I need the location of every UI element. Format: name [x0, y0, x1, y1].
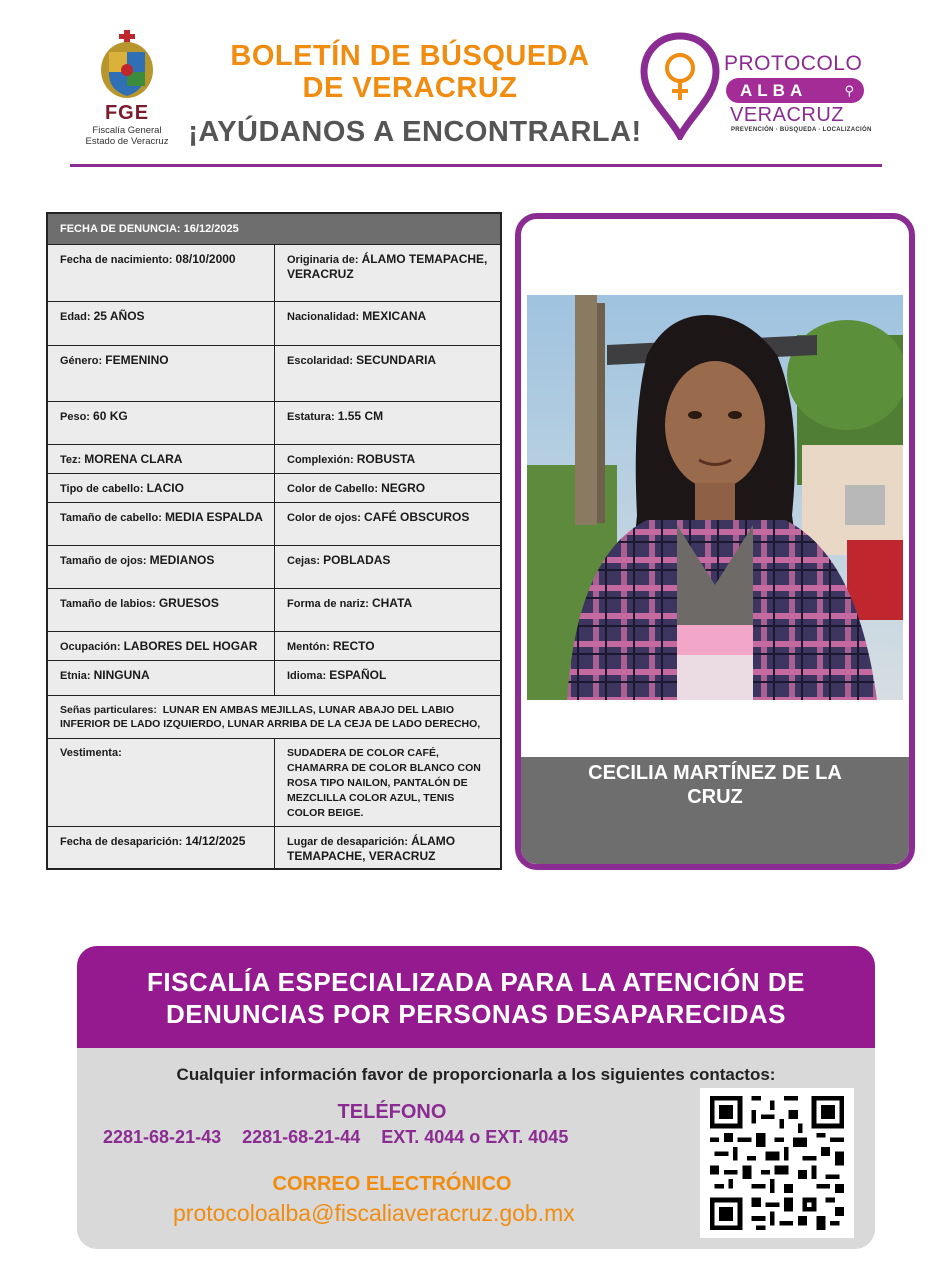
alba-veracruz-text: VERACRUZ: [730, 104, 845, 126]
field-label: Vestimenta:: [60, 747, 122, 759]
field-label: Originaria de:: [287, 254, 359, 266]
eyebrows-cell: [275, 546, 500, 588]
ethnicity-cell: [48, 661, 275, 695]
phone-label: TELÉFONO: [337, 1101, 447, 1123]
table-row: [48, 473, 500, 502]
report-date-label: FECHA DE DENUNCIA:: [60, 223, 181, 235]
lip-size-cell: [48, 589, 275, 631]
field-value: SUDADERA DE COLOR CAFÉ, CHAMARRA DE COLOR BLANCO CON ROSA TIPO NAILON, PANTALÓN DE MEZCLILLA COLOR AZUL, TENIS COLOR BEIGE.: [287, 747, 481, 819]
field-label: Lugar de desaparición:: [287, 836, 409, 848]
header-divider: [70, 164, 882, 167]
distinguishing-marks-cell: [48, 696, 500, 738]
field-label: Tamaño de ojos:: [60, 555, 147, 567]
field-value: NEGRO: [381, 481, 426, 495]
missing-person-name: CECILIA MARTÍNEZ DE LA CRUZ: [521, 757, 909, 870]
phone-extensions: EXT. 4044 o EXT. 4045: [381, 1127, 569, 1147]
field-value: MEDIANOS: [149, 553, 215, 567]
phone-number-2[interactable]: 2281-68-21-44: [242, 1127, 361, 1147]
table-row: [48, 826, 500, 868]
field-label: Edad:: [60, 311, 91, 323]
hair-color-cell: [275, 474, 500, 502]
weight-cell: [48, 402, 275, 444]
field-label: Estatura:: [287, 411, 335, 423]
nationality-cell: [275, 302, 500, 345]
field-value: 08/10/2000: [175, 252, 236, 266]
schooling-cell: [275, 346, 500, 401]
hair-type-cell: [48, 474, 275, 502]
birth-date-cell: [48, 245, 275, 301]
field-label: Color de ojos:: [287, 512, 361, 524]
alba-protocolo-text: PROTOCOLO: [724, 52, 863, 75]
alba-name-text: ALBA: [740, 81, 808, 100]
gender-cell: [48, 346, 275, 401]
table-row: [48, 631, 500, 660]
fge-name-line-1: Fiscalía General: [92, 125, 162, 136]
report-date-value: 16/12/2025: [183, 223, 239, 235]
field-value: 1.55 CM: [337, 409, 384, 423]
field-label: Etnia:: [60, 670, 91, 682]
qr-code-icon: [708, 1096, 846, 1230]
field-label: Ocupación:: [60, 641, 121, 653]
field-value: 25 AÑOS: [93, 309, 145, 323]
field-value: FEMENINO: [105, 353, 169, 367]
field-label: Nacionalidad:: [287, 311, 360, 323]
field-value: RECTO: [332, 639, 375, 653]
field-label: Señas particulares:: [60, 704, 157, 716]
field-value: 14/12/2025: [185, 834, 246, 848]
table-row: [48, 401, 500, 444]
missing-person-info-table: [46, 212, 502, 870]
field-label: Tez:: [60, 454, 82, 466]
table-row: [48, 502, 500, 545]
field-value: SECUNDARIA: [356, 353, 437, 367]
height-cell: [275, 402, 500, 444]
eye-size-cell: [48, 546, 275, 588]
clothing-value-cell: [275, 739, 500, 826]
field-label: Tipo de cabello:: [60, 483, 144, 495]
disappearance-date-cell: [48, 827, 275, 868]
table-row: [48, 738, 500, 826]
field-label: Idioma:: [287, 670, 327, 682]
field-value: MEXICANA: [362, 309, 427, 323]
email-address-link[interactable]: protocoloalba@fiscaliaveracruz.gob.mx: [173, 1200, 575, 1226]
field-value: MEDIA ESPALDA: [164, 510, 263, 524]
search-icon: ⚲: [844, 83, 854, 98]
report-date-header: [48, 214, 500, 244]
phone-numbers: [103, 1127, 584, 1148]
field-label: Tamaño de labios:: [60, 598, 156, 610]
field-label: Género:: [60, 355, 103, 367]
email-label: CORREO ELECTRÓNICO: [272, 1173, 512, 1195]
field-label: Fecha de nacimiento:: [60, 254, 173, 266]
person-photo: [527, 295, 903, 700]
build-cell: [275, 445, 500, 473]
fge-shield-icon: [97, 30, 157, 100]
clothing-label-cell: [48, 739, 275, 826]
field-value: ROBUSTA: [356, 452, 416, 466]
field-label: Mentón:: [287, 641, 330, 653]
table-row: [48, 695, 500, 738]
prosecutor-office-heading: FISCALÍA ESPECIALIZADA PARA LA ATENCIÓN DE DENUNCIAS POR PERSONAS DESAPARECIDAS: [77, 946, 875, 1048]
bulletin-title-line-1: BOLETÍN DE BÚSQUEDA: [230, 40, 590, 72]
field-label: Tamaño de cabello:: [60, 512, 162, 524]
disappearance-place-cell: [275, 827, 500, 868]
help-find-her-subtitle: ¡AYÚDANOS A ENCONTRARLA!: [188, 116, 642, 148]
field-value: ÁLAMO TEMAPACHE, VERACRUZ: [287, 252, 488, 281]
fge-logo: [78, 30, 176, 147]
alba-name-pill: [726, 78, 864, 103]
origin-cell: [275, 245, 500, 301]
field-label: Cejas:: [287, 555, 321, 567]
table-row: [48, 301, 500, 345]
table-row: [48, 545, 500, 588]
alba-tagline: PREVENCIÓN · BÚSQUEDA · LOCALIZACIÓN: [731, 127, 872, 133]
fge-name-line-2: Estado de Veracruz: [85, 136, 169, 147]
complexion-tone-cell: [48, 445, 275, 473]
fge-abbreviation: FGE: [104, 102, 150, 124]
field-label: Complexión:: [287, 454, 354, 466]
person-photo-illustration: [527, 295, 903, 700]
age-cell: [48, 302, 275, 345]
field-label: Fecha de desaparición:: [60, 836, 183, 848]
field-label: Color de Cabello:: [287, 483, 379, 495]
field-value: CHATA: [371, 596, 413, 610]
field-label: Peso:: [60, 411, 90, 423]
table-row: [48, 244, 500, 301]
field-value: LUNAR EN AMBAS MEJILLAS, LUNAR ABAJO DEL LABIO INFERIOR DE LADO IZQUIERDO, LUNAR ARRIBA DE LA CEJA DE LADO DERECHO,: [60, 704, 481, 730]
field-value: GRUESOS: [158, 596, 219, 610]
phone-number-1[interactable]: 2281-68-21-43: [103, 1127, 222, 1147]
field-value: POBLADAS: [323, 553, 391, 567]
field-value: ESPAÑOL: [329, 668, 387, 682]
table-row: [48, 588, 500, 631]
table-row: [48, 660, 500, 695]
chin-cell: [275, 632, 500, 660]
field-value: LABORES DEL HOGAR: [123, 639, 258, 653]
contact-panel: [77, 946, 875, 1249]
field-value: ÁLAMO TEMAPACHE, VERACRUZ: [287, 834, 456, 863]
table-row: [48, 444, 500, 473]
person-photo-card: [515, 213, 915, 870]
field-value: LACIO: [146, 481, 184, 495]
qr-code[interactable]: [700, 1088, 854, 1238]
field-value: NINGUNA: [93, 668, 150, 682]
protocolo-alba-logo: [640, 32, 875, 142]
occupation-cell: [48, 632, 275, 660]
table-row: [48, 345, 500, 401]
contact-intro-text: Cualquier información favor de proporcionarla a los siguientes contactos:: [176, 1065, 776, 1084]
map-pin-female-icon: [640, 32, 720, 140]
hair-length-cell: [48, 503, 275, 545]
field-label: Forma de nariz:: [287, 598, 369, 610]
eye-color-cell: [275, 503, 500, 545]
bulletin-title-line-2: DE VERACRUZ: [302, 72, 518, 104]
nose-shape-cell: [275, 589, 500, 631]
field-value: 60 KG: [93, 409, 128, 423]
field-value: MORENA CLARA: [84, 452, 183, 466]
language-cell: [275, 661, 500, 695]
field-value: CAFÉ OBSCUROS: [364, 510, 470, 524]
field-label: Escolaridad:: [287, 355, 354, 367]
